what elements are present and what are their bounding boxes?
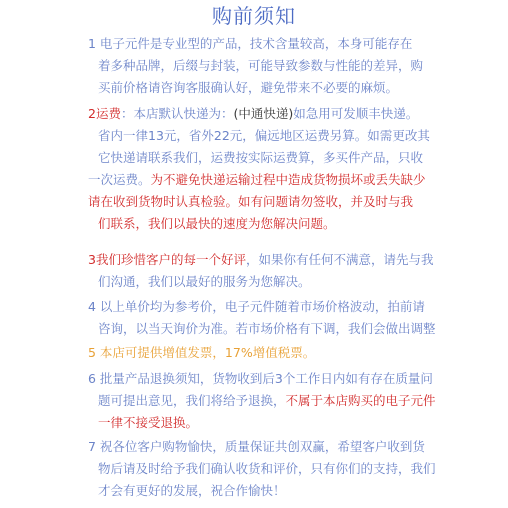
notice-1-line-1: 1 电子元件是专业型的产品，技术含量较高，本身可能存在: [88, 36, 413, 51]
notice-2-line-4-a: 一次运费。: [88, 172, 151, 187]
notice-4-line-2: 咨询，以当天询价为准。若市场价格有下调，我们会做出调整: [98, 321, 436, 336]
shipping-default-text: ：本店默认快递为：: [120, 106, 234, 121]
notice-7-line-2: 物后请及时给予我们确认收货和评价，只有你们的支持，我们: [98, 461, 436, 476]
notice-3-line-1-a: 3我们珍惜客户的每一个好评: [88, 252, 246, 267]
notice-3-line-1-b: ，如果你有任何不满意，请先与我: [245, 252, 434, 267]
notice-6-line-2: [88, 390, 436, 412]
notice-6-line-1: 6 批量产品退换须知，货物收到后3个工作日内如有存在质量问: [88, 371, 433, 386]
page-title: 购前须知: [212, 4, 296, 28]
notice-3-review: [88, 249, 434, 293]
shipping-label: 运费: [95, 106, 121, 121]
notice-6-returns: [88, 368, 436, 434]
notice-4-line-1: 4 以上单价均为参考价，电子元件随着市场价格波动，拍前请: [88, 299, 425, 314]
notice-2-number: 2: [88, 106, 96, 121]
notice-1: [88, 33, 424, 99]
notice-6-line-2-a: 题可提出意见，我们将给予退换，: [98, 393, 286, 408]
notice-2-shipping: [88, 103, 430, 235]
notice-6-line-3: 一律不接受退换。: [98, 415, 199, 430]
notice-4-price: [88, 296, 436, 340]
notice-7-line-3: 才会有更好的发展，祝合作愉快！: [98, 483, 286, 498]
notice-3-line-1: [88, 249, 434, 271]
notice-5-invoice: [88, 342, 424, 364]
notice-2-line-4-b: 为不避免快递运输过程中造成货物损坏或丢失缺少: [150, 172, 426, 187]
notice-2-line-1: [88, 103, 424, 125]
notice-2-line-4: [88, 169, 424, 191]
notice-6-line-2-b: 不属于本店购买的电子元件: [285, 393, 436, 408]
notice-7-line-1: 7 祝各位客户购物愉快，质量保证共创双赢，希望客户收到货: [88, 439, 425, 454]
notice-1-line-3: 买前价格请咨询客服确认好，避免带来不必要的麻烦。: [98, 80, 399, 95]
notice-2-line-5: 请在收到货物时认真检验。如有问题请勿签收，并及时与我: [88, 194, 414, 209]
notice-5-line-1: 5 本店可提供增值发票，17%增值税票。: [88, 345, 316, 360]
notice-2-line-3: 它快递请联系我们，运费按实际运费算，多买件产品，只收: [98, 150, 424, 165]
notice-1-line-2: 着多种品牌，后缀与封装，可能导致参数与性能的差异，购: [98, 58, 424, 73]
notice-2-line-2: 省内一律13元，省外22元，偏远地区运费另算。如需更改其: [98, 128, 430, 143]
notice-7-wishes: [88, 436, 436, 502]
notice-2-line-6: 们联系，我们以最快的速度为您解决问题。: [98, 216, 336, 231]
shipping-express-note: 如急用可发顺丰快递。: [293, 106, 419, 121]
notice-3-line-2: 们沟通，我们以最好的服务为您解决。: [98, 274, 311, 289]
courier-name: (中通快递): [233, 106, 294, 121]
